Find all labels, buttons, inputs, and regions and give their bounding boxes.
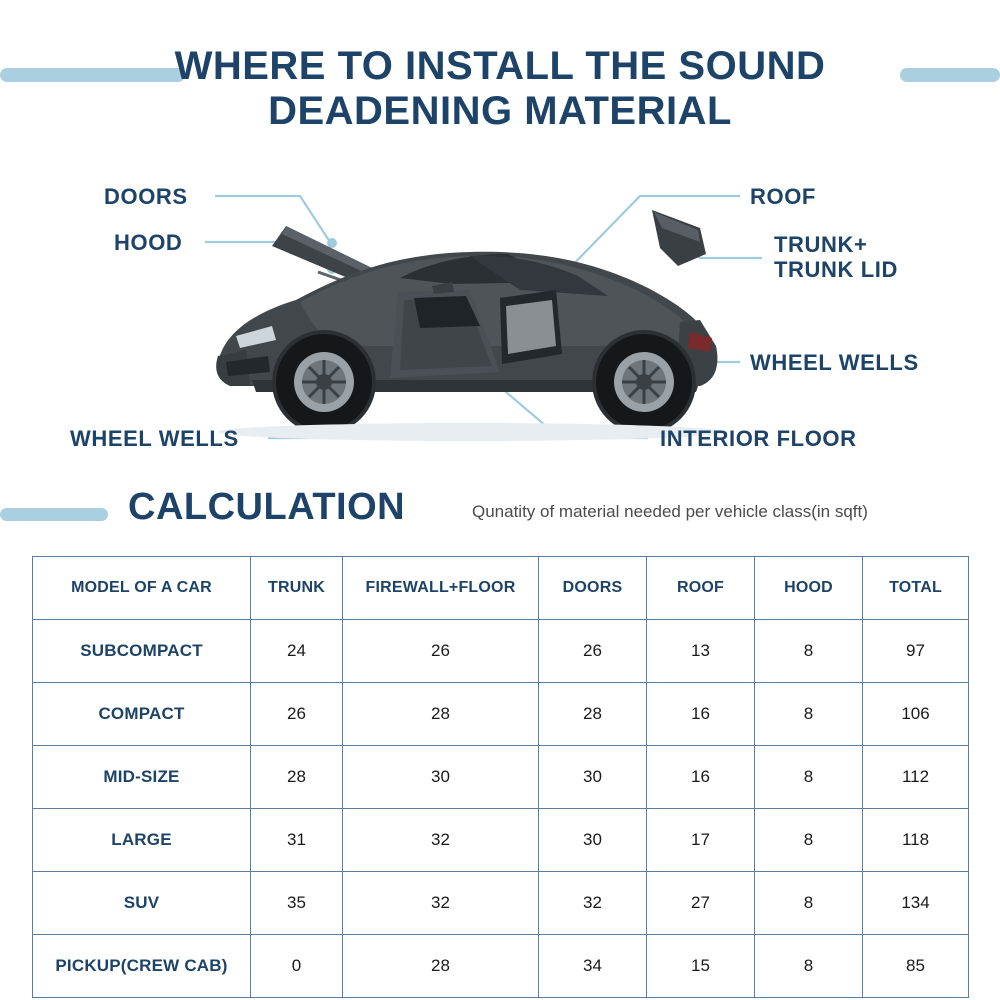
car-diagram xyxy=(0,150,1000,480)
material-table-wrapper xyxy=(32,556,968,998)
table-cell-total: 134 xyxy=(863,872,969,935)
table-cell-model: SUV xyxy=(33,872,251,935)
label-wheel-wells-left: WHEEL WELLS xyxy=(70,426,239,451)
table-row xyxy=(33,620,969,683)
table-row xyxy=(33,746,969,809)
table-cell-roof: 17 xyxy=(647,809,755,872)
table-cell-doors: 34 xyxy=(539,935,647,998)
label-trunk-line2: TRUNK LID xyxy=(774,257,898,283)
table-cell-firewall: 28 xyxy=(343,683,539,746)
table-header-cell: DOORS xyxy=(539,557,647,620)
table-cell-model: MID-SIZE xyxy=(33,746,251,809)
table-header-cell: HOOD xyxy=(755,557,863,620)
label-trunk xyxy=(774,232,898,283)
table-cell-doors: 32 xyxy=(539,872,647,935)
calculation-subtitle: Qunatity of material needed per vehicle class(in sqft) xyxy=(472,502,868,521)
table-cell-total: 97 xyxy=(863,620,969,683)
page-header xyxy=(0,0,1000,150)
table-cell-doors: 28 xyxy=(539,683,647,746)
table-header-cell: TOTAL xyxy=(863,557,969,620)
table-header-cell: ROOF xyxy=(647,557,755,620)
table-cell-hood: 8 xyxy=(755,872,863,935)
table-cell-firewall: 30 xyxy=(343,746,539,809)
table-cell-model: COMPACT xyxy=(33,683,251,746)
table-cell-model: LARGE xyxy=(33,809,251,872)
label-wheel-wells-right: WHEEL WELLS xyxy=(750,350,919,375)
table-cell-trunk: 31 xyxy=(251,809,343,872)
table-cell-trunk: 0 xyxy=(251,935,343,998)
table-cell-model: SUBCOMPACT xyxy=(33,620,251,683)
calculation-accent-bar xyxy=(0,508,108,521)
car-body-shape xyxy=(216,210,722,441)
table-cell-hood: 8 xyxy=(755,935,863,998)
table-cell-trunk: 35 xyxy=(251,872,343,935)
calculation-heading xyxy=(0,480,1000,550)
table-cell-hood: 8 xyxy=(755,683,863,746)
table-header-row xyxy=(33,557,969,620)
table-cell-total: 85 xyxy=(863,935,969,998)
table-cell-firewall: 28 xyxy=(343,935,539,998)
material-table xyxy=(32,556,969,998)
table-cell-roof: 27 xyxy=(647,872,755,935)
table-cell-roof: 15 xyxy=(647,935,755,998)
table-cell-firewall: 32 xyxy=(343,809,539,872)
table-cell-total: 106 xyxy=(863,683,969,746)
table-row xyxy=(33,872,969,935)
table-cell-firewall: 32 xyxy=(343,872,539,935)
label-trunk-line1: TRUNK+ xyxy=(774,232,868,257)
table-cell-roof: 16 xyxy=(647,746,755,809)
table-row xyxy=(33,809,969,872)
table-cell-hood: 8 xyxy=(755,809,863,872)
calculation-title: CALCULATION xyxy=(128,486,406,528)
table-row xyxy=(33,935,969,998)
label-roof: ROOF xyxy=(750,184,816,209)
table-cell-total: 118 xyxy=(863,809,969,872)
table-header-cell: TRUNK xyxy=(251,557,343,620)
label-interior-floor: INTERIOR FLOOR xyxy=(660,426,857,451)
table-cell-firewall: 26 xyxy=(343,620,539,683)
table-cell-model: PICKUP(CREW CAB) xyxy=(33,935,251,998)
table-cell-trunk: 24 xyxy=(251,620,343,683)
page-title: WHERE TO INSTALL THE SOUND DEADENING MATERIAL xyxy=(174,44,826,133)
label-doors: DOORS xyxy=(104,184,188,209)
table-cell-doors: 30 xyxy=(539,809,647,872)
table-cell-doors: 26 xyxy=(539,620,647,683)
table-cell-total: 112 xyxy=(863,746,969,809)
table-cell-doors: 30 xyxy=(539,746,647,809)
table-header-cell: MODEL OF A CAR xyxy=(33,557,251,620)
table-cell-roof: 16 xyxy=(647,683,755,746)
table-header-cell: FIREWALL+FLOOR xyxy=(343,557,539,620)
table-cell-roof: 13 xyxy=(647,620,755,683)
table-cell-trunk: 26 xyxy=(251,683,343,746)
table-cell-hood: 8 xyxy=(755,620,863,683)
table-row xyxy=(33,683,969,746)
label-hood: HOOD xyxy=(114,230,183,255)
table-cell-trunk: 28 xyxy=(251,746,343,809)
table-cell-hood: 8 xyxy=(755,746,863,809)
